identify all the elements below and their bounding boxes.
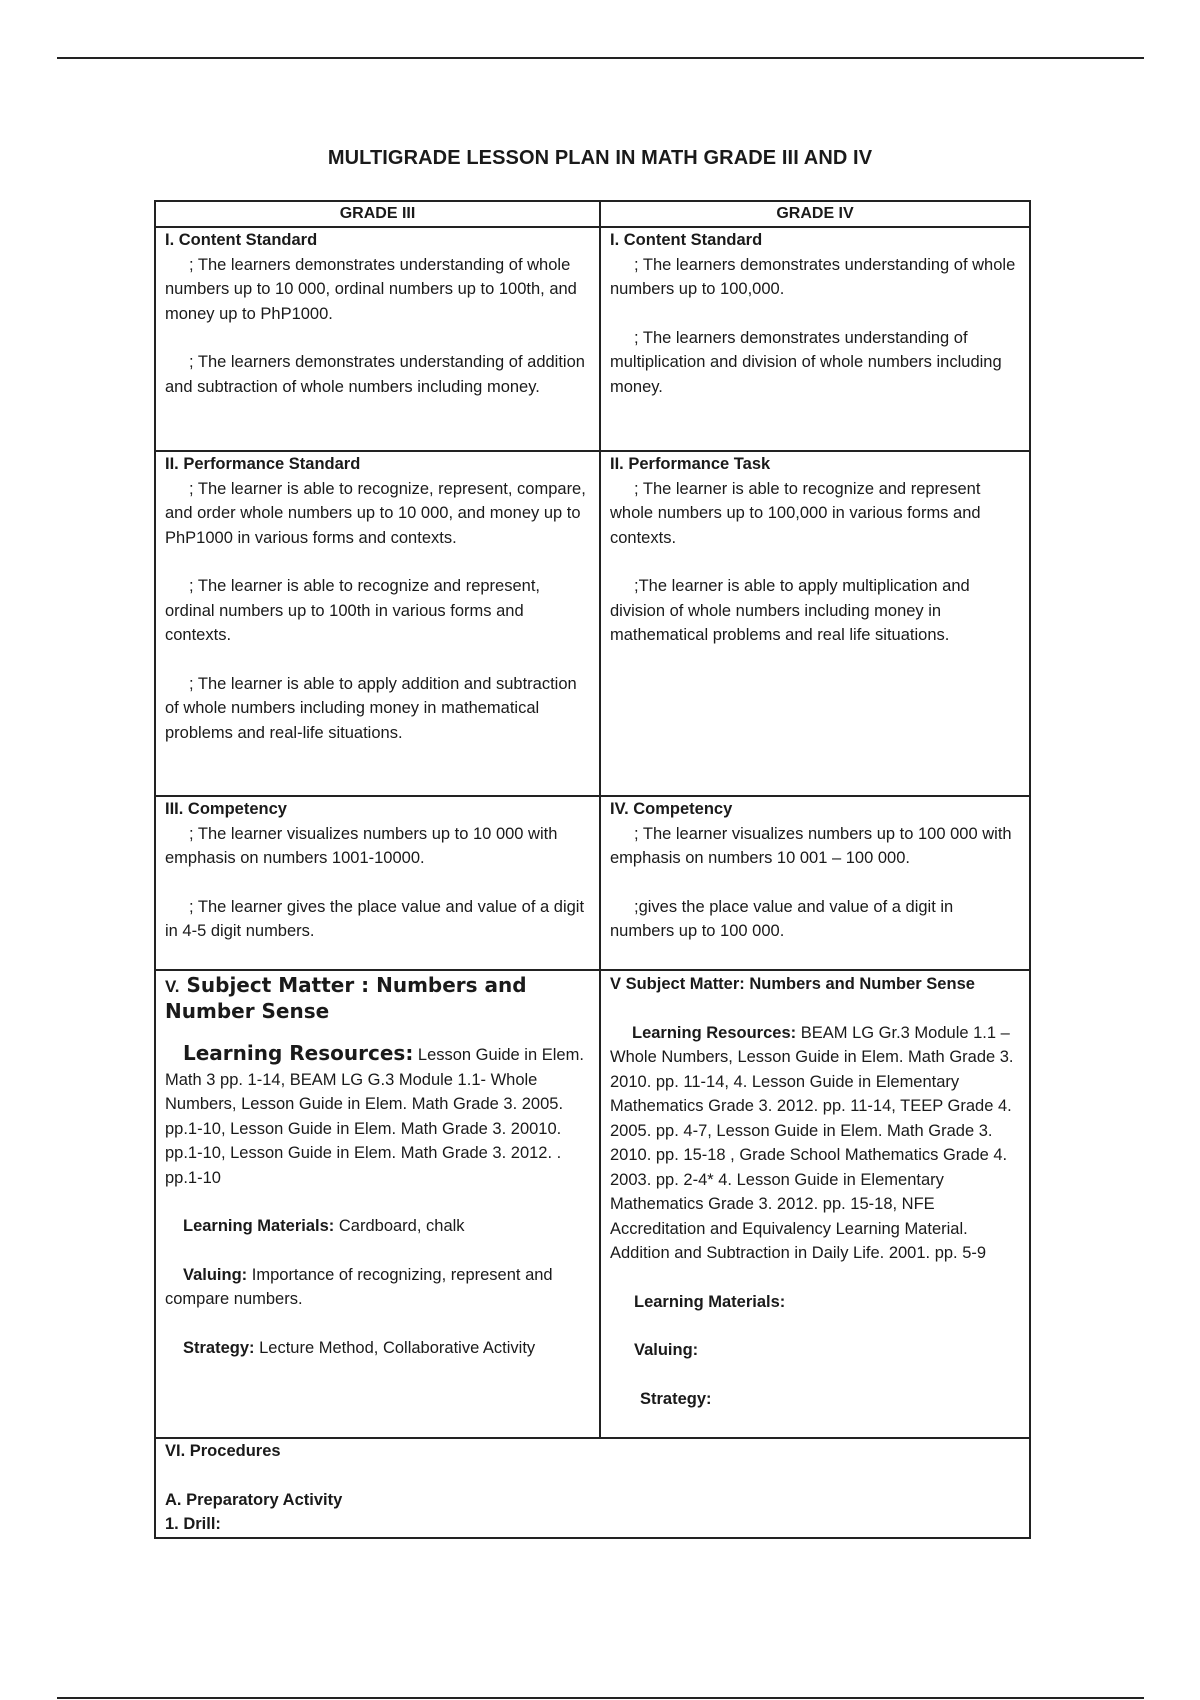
header-rule: [57, 57, 1144, 59]
competency-text: ;gives the place value and value of a digit in numbers up to 100 000.: [610, 897, 954, 940]
document-title: MULTIGRADE LESSON PLAN IN MATH GRADE III AND IV: [327, 147, 873, 169]
learning-materials: Learning Materials: Cardboard, chalk: [183, 1217, 465, 1235]
subject-matter-title: V. Subject Matter : Numbers and Number Sense: [165, 973, 527, 1023]
performance-text: ; The learner is able to apply addition and subtraction of whole numbers including money in mathematical problems and real-life situations.: [165, 674, 577, 742]
table-header-row: [155, 201, 1030, 227]
grade-iii-subject-matter-cell: [155, 970, 600, 1438]
performance-text: ; The learner is able to recognize and represent, ordinal numbers up to 100th in various forms and contexts.: [165, 577, 540, 644]
lesson-plan-table: [154, 200, 1031, 1539]
grade-iii-performance-cell: [155, 451, 600, 796]
strategy: Strategy:: [640, 1389, 712, 1408]
subject-matter-title: V Subject Matter: Numbers and Number Sense: [610, 975, 975, 993]
section-title: II. Performance Standard: [165, 455, 361, 473]
procedures-cell: [155, 1438, 1030, 1538]
drill-item: 1. Drill:: [165, 1515, 221, 1533]
section-title: II. Performance Task: [610, 455, 771, 473]
footer-rule: [57, 1697, 1144, 1699]
preparatory-activity: A. Preparatory Activity: [165, 1490, 343, 1509]
grade-iv-performance-cell: [600, 451, 1030, 796]
competency-text: ; The learner visualizes numbers up to 100 000 with emphasis on numbers 10 001 – 100 000.: [610, 824, 1012, 867]
section-title: I. Content Standard: [165, 231, 318, 249]
learning-resources: Learning Resources: Lesson Guide in Elem. Math 3 pp. 1-14, BEAM LG G.3 Module 1.1- Whole Numbers, Lesson Guide in Elem. Math Grade 3. 2005. pp.1-10, Lesson Guide in Elem. Math Grade 3. 20010. pp.1-10, Lesson Guide in Elem. Math Grade 3. 2012. . pp.1-10: [165, 1041, 584, 1187]
section-title: III. Competency: [165, 800, 287, 818]
section-title: IV. Competency: [610, 800, 733, 818]
performance-text: ;The learner is able to apply multiplication and division of whole numbers including money in mathematical problems and real life situations.: [610, 577, 970, 644]
competency-text: ; The learner visualizes numbers up to 10 000 with emphasis on numbers 1001-10000.: [165, 824, 558, 867]
section-title: I. Content Standard: [610, 231, 763, 249]
procedures-title: VI. Procedures: [165, 1442, 281, 1460]
standard-text: ; The learners demonstrates understanding of whole numbers up to 10 000, ordinal numbers up to 100th, and money up to PhP1000.: [165, 255, 577, 323]
grade-iii-content-standard-cell: [155, 227, 600, 451]
performance-text: ; The learner is able to recognize, represent, compare, and order whole numbers up to 10 000, and money up to PhP1000 in various forms and contexts.: [165, 479, 586, 547]
competency-row: [155, 796, 1030, 970]
grade-iv-competency-cell: [600, 796, 1030, 970]
subject-matter-row: [155, 970, 1030, 1438]
valuing: Valuing: Importance of recognizing, represent and compare numbers.: [165, 1265, 553, 1308]
grade-iii-competency-cell: [155, 796, 600, 970]
grade-iii-header: GRADE III: [155, 201, 600, 227]
performance-row: [155, 451, 1030, 796]
grade-iv-content-standard-cell: [600, 227, 1030, 451]
performance-text: ; The learner is able to recognize and represent whole numbers up to 100,000 in various forms and contexts.: [610, 479, 981, 547]
grade-iv-subject-matter-cell: [600, 970, 1030, 1438]
standard-text: ; The learners demonstrates understanding of multiplication and division of whole numbers including money.: [610, 328, 1002, 396]
learning-resources: Learning Resources: BEAM LG Gr.3 Module 1.1 – Whole Numbers, Lesson Guide in Elem. Math Grade 3. 2010. pp. 11-14, 4. Lesson Guide in Elementary Mathematics Grade 3. 2012. pp. 11-14, TEEP Grade 4. 2005. pp. 4-7, Lesson Guide in Elem. Math Grade 3. 2010. pp. 15-18 , Grade School Mathematics Grade 4. 2003. pp. 2-4* 4. Lesson Guide in Elementary Mathematics Grade 3. 2012. pp. 15-18, NFE Accreditation and Equivalency Learning Material. Addition and Subtraction in Daily Life. 2001. pp. 5-9: [610, 1023, 1014, 1262]
learning-materials: Learning Materials:: [634, 1292, 786, 1311]
procedures-row: [155, 1438, 1030, 1538]
competency-text: ; The learner gives the place value and value of a digit in 4-5 digit numbers.: [165, 897, 585, 940]
grade-iv-header: GRADE IV: [600, 201, 1030, 227]
standard-text: ; The learners demonstrates understanding of addition and subtraction of whole numbers including money.: [165, 353, 585, 396]
strategy: Strategy: Lecture Method, Collaborative Activity: [183, 1338, 536, 1357]
content-standard-row: [155, 227, 1030, 451]
valuing: Valuing:: [634, 1341, 699, 1359]
standard-text: ; The learners demonstrates understanding of whole numbers up to 100,000.: [610, 255, 1016, 298]
